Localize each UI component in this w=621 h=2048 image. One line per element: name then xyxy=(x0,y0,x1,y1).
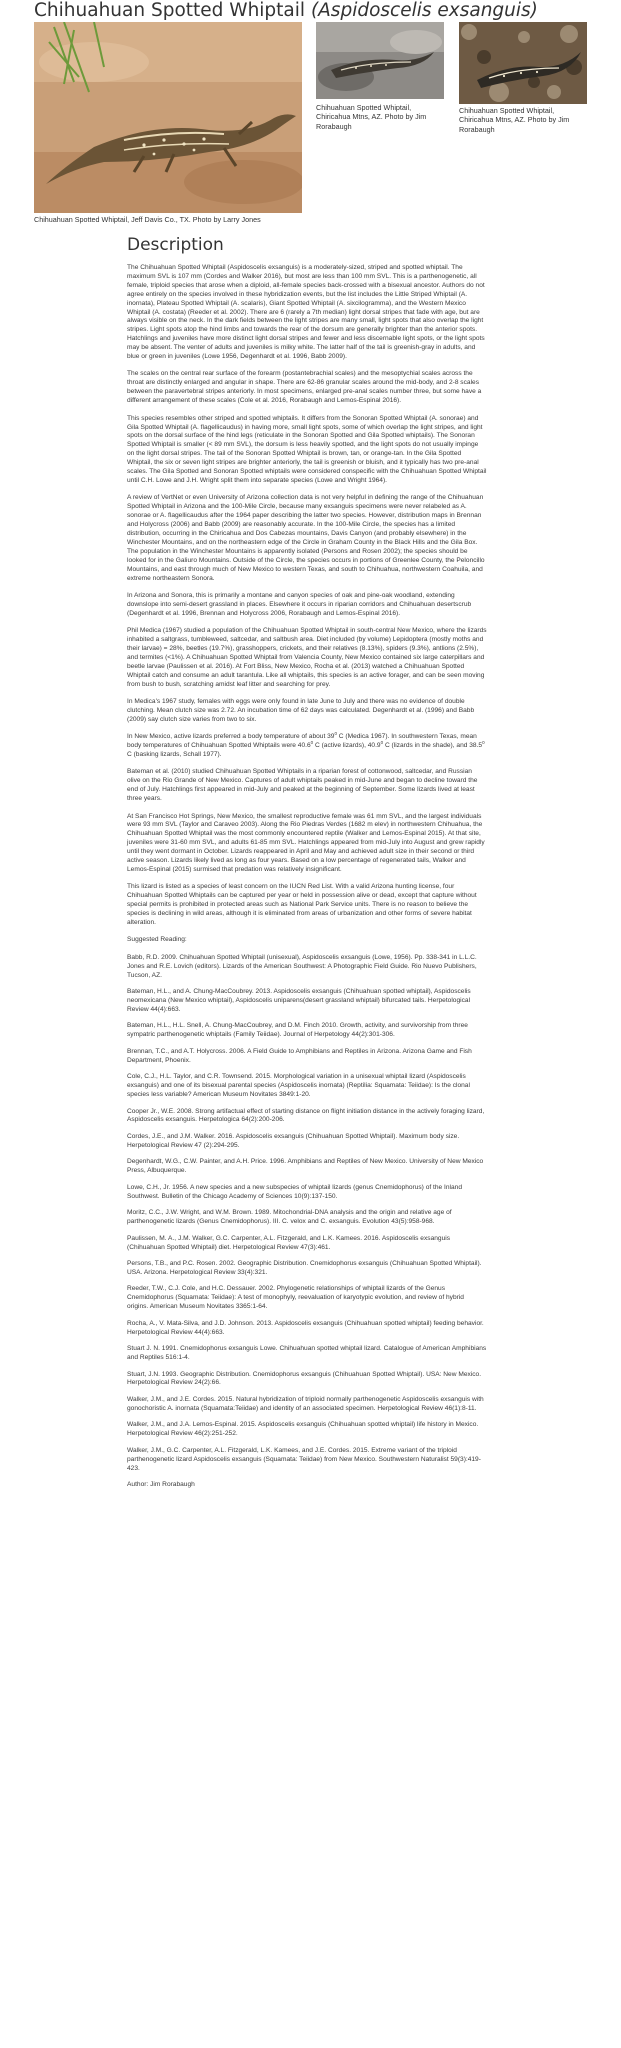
page-title-common: Chihuahuan Spotted Whiptail xyxy=(34,0,311,21)
description-paragraph: This species resembles other striped and spotted whiptails. It differs from the Sonoran Spotted Whiptail (A. sonorae) and Gila Spotted Whiptail (A. flagellicaudus) in having more, small light spots, some of which overlap the light stripes, and light spots on the dorsal surface of the hind legs (reticulate in the Sonoran Spotted and Gila Spotted whiptails). The Sonoran Spotted Whiptail is smaller (< 89 mm SVL), the dorsum is less heavily spotted, and the light spots do not usually impinge on the light dorsal stripes. The tail of the Sonoran Spotted Whiptail is brown, tan, or orange-tan. In the Gila Spotted Whiptail, the six or seven light stripes are brighter anteriorly, the tail is greenish or bluish, and it typically has two pre-anal scales. The Gila Spotted and Sonoran Spotted whiptails were considered conspecific with the Chihuahuan Spotted Whiptail until C.H. Lowe and J.H. Wright split them into separate species (Lowe and Wright 1964). xyxy=(127,414,487,484)
photo-lizard-chiricahua-1[interactable] xyxy=(316,22,444,99)
reference-item: Cordes, J.E., and J.M. Walker. 2016. Aspidoscelis exsanguis (Chihuahuan Spotted Whiptail). Maximum body size. Herpetological Review 47 (2):294-295. xyxy=(127,1132,460,1149)
reference-item: Bateman, H.L., and A. Chung-MacCoubrey. 2013. Aspidoscelis exsanguis (Chihuahuan spotted whiptail), Aspidoscelis neomexicana (New Mexico whiptail), Aspidoscelis uniparens(desert grassland whiptail) bifurcated tails. Herpetological Review 44(4):663. xyxy=(127,988,471,1013)
description-paragraph: In Medica's 1967 study, females with eggs were only found in late June to July and there was no evidence of double clutching. Mean clutch size was 2.72. An incubation time of 62 days was calculated. Degenhardt et al. (1996) and Babb (2009) say clutch size varies from two to six. xyxy=(127,697,475,723)
reference-item: Walker, J.M., and J.A. Lemos-Espinal. 2015. Aspidoscelis exsanguis (Chihuahuan spotted whiptail) life history in Mexico. Herpetological Review 46(2):251-252. xyxy=(127,1421,479,1438)
reference-item: Cole, C.J., H.L. Taylor, and C.R. Townsend. 2015. Morphological variation in a unisexual whiptail lizard (Aspidoscelis exsanguis) and one of its bisexual parental species (Aspidoscelis inornata) (Reptilia: Squamata: Teiidae): Is the clonal species less variable? American Museum Novitates 3849:1-20. xyxy=(127,1073,470,1099)
description-section xyxy=(127,234,487,1498)
reference-item: Reeder, T.W., C.J. Cole, and H.C. Dessauer. 2002. Phylogenetic relationships of whiptail lizards of the Genus Cnemidophorus (Squamata: Teiidae): A test of monophyly, reevaluation of karyotypic evolution, and review of hybrid origins. American Museum Novitates 3365:1-64. xyxy=(127,1285,464,1311)
suggested-reading-label: Suggested Reading: xyxy=(127,936,187,944)
description-paragraph: In Arizona and Sonora, this is primarily a montane and canyon species of oak and pine-oak woodland, extending downslope into semi-desert grassland in places. Elsewhere it occurs in riparian corridors and Chihuahuan desertscrub (Degenhardt et al. 1996, Brennan and Holycross 2006, Rorabaugh and Lemos-Espinal 2016). xyxy=(127,591,472,617)
reference-item: Persons, T.B., and P.C. Rosen. 2002. Geographic Distribution. Cnemidophorus exsanguis (Chihuahuan Spotted Whiptail). USA. Arizona. Herpetological Review 33(4):321. xyxy=(127,1260,482,1276)
reference-item: Rocha, A., V. Mata-Silva, and J.D. Johnson. 2013. Aspidoscelis exsanguis (Chihuahuan spotted whiptail) feeding behavior. Herpetological Review 44(4):663. xyxy=(127,1319,484,1336)
author-line: Author: Jim Rorabaugh xyxy=(127,1481,195,1489)
reference-item: Lowe, C.H., Jr. 1956. A new species and a new subspecies of whiptail lizards (genus Cnemidophorus) of the Inland Southwest. Bulletin of the Chicago Academy of Sciences 10(9):137-150. xyxy=(127,1183,463,1200)
temp-text: C (basking lizards, Schall 1977). xyxy=(127,751,222,758)
temp-text: C (active lizards), 40.9 xyxy=(313,742,381,750)
description-paragraph: A review of VertNet or even University of Arizona collection data is not very helpful in defining the range of the Chihuahuan Spotted Whiptail in Arizona and the 100-Mile Circle, because many exsanguis specimens were never relabeled as A. sonorae or A. flagellicaudus after the 1964 paper describing the latter two species. However, distribution maps in Brennan and Holycross (2006) and Babb (2009) are reasonably accurate. In the 100-Mile Circle, the species has a limited distribution, occurring in the Chiricahua and Dos Cabezas mountains, Davis Canyon (and probably elsewhere) in the Winchester Mountains, and on the northeastern edge of the Circle in Graham County in the Black Hills and the Gila Box. The population in the Winchester Mountains is apparently isolated (Persons and Rosen 2002); the species should be looked for in the Galiuro Mountains. Outside of the Circle, the species occurs in portions of Greenlee County, the Peloncillo Mountains, and east through much of New Mexico to western Texas, and south to Chihuahua, northwestern Coahuila, and extreme northeastern Sonora. xyxy=(127,494,485,582)
photo-lizard-jeff-davis[interactable] xyxy=(34,22,302,213)
description-paragraph: Phil Medica (1967) studied a population of the Chihuahuan Spotted Whiptail in south-central New Mexico, where the lizards inhabited a saltgrass, tumbleweed, saltcedar, and saltbush area. Diet included (by volume) Lepidoptera (mostly moths and their larvae) = 28%, beetles (19.7%), grasshoppers, crickets, and their relatives (8.13%), spiders (9.3%), antlions (2.5%), and termites (<1%). A Chihuahuan Spotted Whiptail from Valencia County, New Mexico contained six large caterpillars and beetle larvae (Paulissen et al. 2016). At Fort Bliss, New Mexico, Rocha et al. (2013) watched a Chihuahuan Spotted Whiptail catch and consume an adult tarantula. Like all whiptails, this species is an active forager, and can be seen moving from bush to bush, scratching amidst leaf litter and searching for prey. xyxy=(127,627,487,688)
photo-caption: Chihuahuan Spotted Whiptail, Chiricahua Mtns, AZ. Photo by Jim Rorabaugh xyxy=(459,106,570,134)
degree-sign: 0 xyxy=(482,739,485,745)
temp-text: In New Mexico, active lizards preferred a body temperature of about 39 xyxy=(127,733,335,741)
reference-item: Degenhardt, W.G., C.W. Painter, and A.H. Price. 1996. Amphibians and Reptiles of New Mexico. University of New Mexico Press, Albuquerque. xyxy=(127,1158,484,1175)
description-paragraph: The Chihuahuan Spotted Whiptail (Aspidoscelis exsanguis) is a moderately-sized, striped and spotted whiptail. The maximum SVL is 107 mm (Cordes and Walker 2016), but most are less than 100 mm SVL. This is a parthenogenetic, all female, triploid species that arose when a diploid, all-female species back-crossed with a bisexual ancestor. Authors do not agree entirely on the species involved in these hybridization events, but the list includes the Little Striped Whiptail (A. inornata), Plateau Spotted Whiptail (A. scalaris), Giant Spotted Whiptail (A. sixcilogramma), and the Western Mexico Whiptail (A. costata) (Reeder et al. 2002). There are 6 (rarely a 7th median) light dorsal stripes that fade with age, but are always visible on the neck. In the dark fields between the light stripes are many small, light spots that also overlap the light stripes. Light spots atop the hind limbs and towards the rear of the dorsum are generally brighter than the anterior spots. Hatchlings and juveniles have more distinct light dorsal stripes and fewer and less discernable light spots, or the light spots may be absent. The venter of adults and juveniles is milky white. The latter half of the tail is greenish-gray in adults, and blue or green in juveniles (Lowe 1956, Degenhardt et al. 1996, Babb 2009). xyxy=(127,264,485,361)
temp-text: C (Medica 1967). In southwestern Texas, mean body temperatures of Chihuahuan Spotted Whiptails were 40.6 xyxy=(127,733,477,750)
degree-sign: 0 xyxy=(380,739,384,745)
description-paragraph-temperature xyxy=(127,733,487,760)
reference-item: Cooper Jr., W.E. 2008. Strong artifactual effect of starting distance on flight initiation distance in the actively foraging lizard, Aspidoscelis exsanguis. Herpetologica 64(2):200-206. xyxy=(127,1107,485,1124)
degree-sign: 0 xyxy=(310,739,314,745)
reference-item: Babb, R.D. 2009. Chihuahuan Spotted Whiptail (unisexual), Aspidoscelis exsanguis (Lowe, 1956). Pp. 338-341 in L.L.C. Jones and R.E. Lovich (editors). Lizards of the American Southwest: A Photographic Field Guide. Rio Nuevo Publishers, Tucson, AZ. xyxy=(127,953,477,979)
degree-sign: 0 xyxy=(334,731,337,736)
photo-caption: Chihuahuan Spotted Whiptail, Jeff Davis Co., TX. Photo by Larry Jones xyxy=(34,215,261,224)
page-title-scientific: (Aspidoscelis exsanguis) xyxy=(310,0,538,21)
reference-item: Stuart J. N. 1991. Cnemidophorus exsanguis Lowe. Chihuahuan spotted whiptail lizard. Catalogue of American Amphibians and Reptiles 516:1-4. xyxy=(127,1345,487,1362)
photo-caption: Chihuahuan Spotted Whiptail, Chiricahua Mtns, AZ. Photo by Jim Rorabaugh xyxy=(316,103,427,131)
description-paragraph: This lizard is listed as a species of least concern on the IUCN Red List. With a valid Arizona hunting license, four Chihuahuan Spotted Whiptails can be captured per year or held in possession alive or dead, except that capture without special permits is prohibited in protected areas such as National Park Service units. There is no reason to believe the species is declining in wild areas, although it is eliminated from areas of urbanization and other forms of severe habitat alteration. xyxy=(127,883,477,926)
description-paragraph: Bateman et al. (2010) studied Chihuahuan Spotted Whiptails in a riparian forest of cottonwood, saltcedar, and Russian olive on the Rio Grande of New Mexico. Captures of adult whiptails peaked in mid-June and began to decline toward the end of July. Hatchlings first appeared in mid-July and peaked at the beginning of September. Some lizards lived at least three years. xyxy=(127,768,478,803)
temp-text: C (lizards in the shade), and 38.5 xyxy=(383,742,483,750)
page-title xyxy=(34,0,538,22)
reference-item: Bateman, H.L., H.L. Snell, A. Chung-MacCoubrey, and D.M. Finch 2010. Growth, activity, and survivorship from three sympatric parthenogenetic whiptails (Family Teiidae). Journal of Herpetology 44(2):301-306. xyxy=(127,1022,468,1039)
description-heading: Description xyxy=(127,235,224,255)
reference-item: Moritz, C.C., J.W. Wright, and W.M. Brown. 1989. Mitochondrial-DNA analysis and the origin and relative age of parthenogenetic lizards (Genus Cnemidophorus). III. C. velox and C. exsanguis. Evolution 43(5):958-968. xyxy=(127,1209,452,1226)
reference-item: Walker, J.M., G.C. Carpenter, A.L. Fitzgerald, L.K. Kamees, and J.E. Cordes. 2015. Extreme variant of the triploid parthenogenetic lizard Aspidoscelis exsanguis (Squamata: Teiidae) from New Mexico. Southwestern Naturalist 59(3):419-423. xyxy=(127,1446,481,1472)
description-paragraph: At San Francisco Hot Springs, New Mexico, the smallest reproductive female was 61 mm SVL, and the largest individuals were 93 mm SVL (Taylor and Caraveo 2003). Along the Rio Piedras Verdes (1682 m elev) in northwestern Chihuahua, the Chihuahuan Spotted Whiptail was the most commonly encountered reptile (Walker and Lemos-Espinal 2015). At that site, juveniles were 31-60 mm SVL, and adults 61-85 mm SVL. Hatchlings appeared from mid-July into August and grew rapidly until they went dormant in October. Lizards reappeared in April and May and achieved adult size in their second or third active season. Lizards likely lived as long as four years. Based on a low percentage of regenerated tails, Walker and Lemos-Espinal (2015) surmised that predation was relatively insignificant. xyxy=(127,812,485,873)
reference-list xyxy=(127,954,487,1474)
reference-item: Stuart, J.N. 1993. Geographic Distribution. Cnemidophorus exsanguis (Chihuahuan Spotted Whiptail). USA: New Mexico. Herpetological Review 24(2):66. xyxy=(127,1370,482,1387)
reference-item: Paulissen, M. A., J.M. Walker, G.C. Carpenter, A.L. Fitzgerald, and L.K. Kamees. 2016. Aspidoscelis exsanguis (Chihuahuan Spotted Whiptail) diet. Herpetological Review 47(3):461. xyxy=(127,1234,451,1251)
reference-item: Walker, J.M., and J.E. Cordes. 2015. Natural hybridization of triploid normally parthenogenetic Aspidoscelis exsanguis with gonochoristic A. inornata (Squamata:Teiidae) and identity of an associated specimen. Herpetological Review 46(1):8-11. xyxy=(127,1395,484,1412)
description-paragraph: The scales on the central rear surface of the forearm (postantebrachial scales) and the mesoptychial scales across the throat are distinctly enlarged and angular in shape. There are 62-86 granular scales around the mid-body, and 2-8 scales between the paravertebral stripes anteriorly. In most specimens, enlarged pre-anal scales number three, but some have a different arrangement of these scales (Cole et al. 2016, Rorabaugh and Lemos-Espinal 2016). xyxy=(127,370,482,405)
photo-lizard-chiricahua-2[interactable] xyxy=(459,22,587,104)
reference-item: Brennan, T.C., and A.T. Holycross. 2006. A Field Guide to Amphibians and Reptiles in Arizona. Arizona Game and Fish Department, Phoenix. xyxy=(127,1047,472,1064)
